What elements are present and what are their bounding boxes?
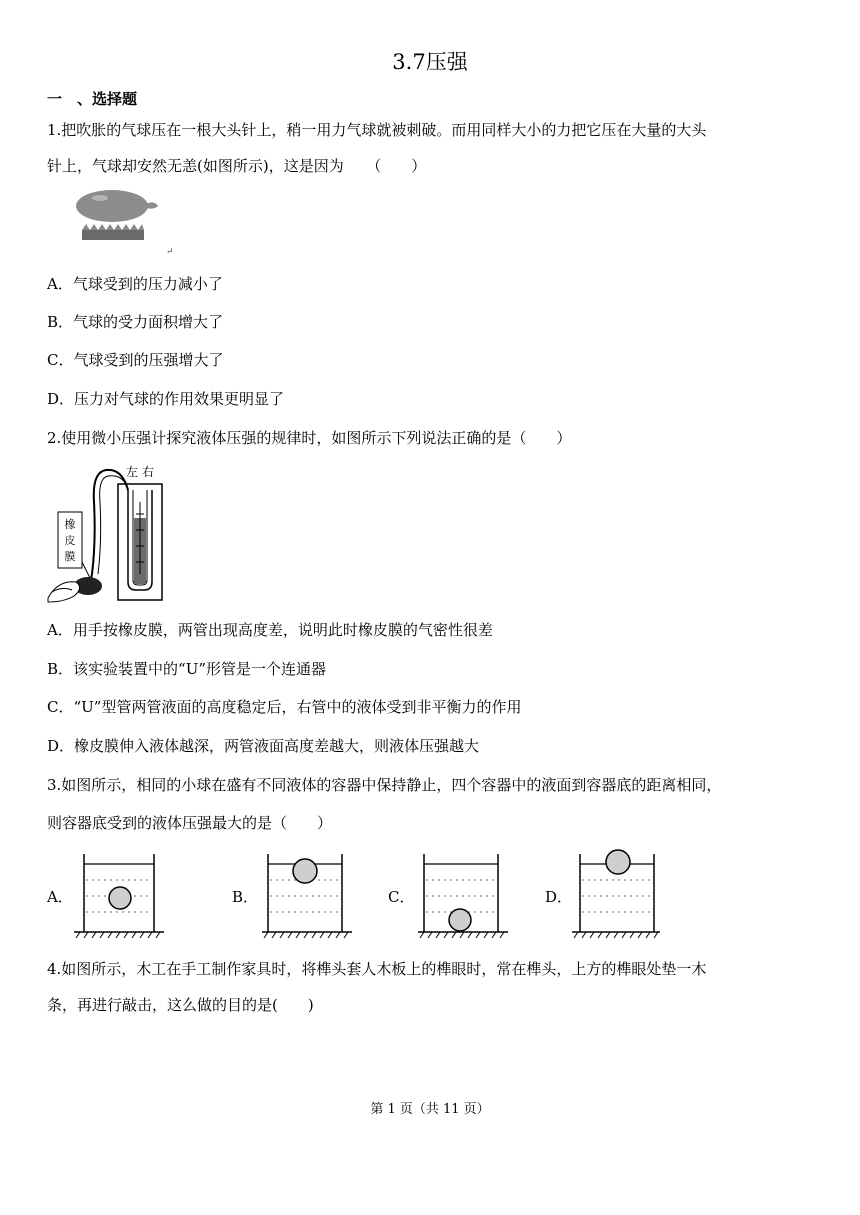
question-1-option-a: A．气球受到的压力减小了	[47, 275, 223, 293]
option-d-label: D．	[545, 888, 573, 906]
u-tube-manometer-figure	[44, 462, 174, 604]
option-b-label: B．	[232, 888, 259, 906]
balloon-on-pins-figure	[72, 186, 182, 256]
membrane-label-1: 橡	[64, 518, 76, 531]
question-1-line-2: 针上，气球却安然无恙(如图所示)，这是因为 （ ）	[47, 157, 427, 175]
question-2-line-1: 2.使用微小压强计探究液体压强的规律时，如图所示下列说法正确的是（ ）	[47, 429, 572, 447]
left-label: 左	[126, 465, 139, 479]
membrane-label-2: 皮	[64, 534, 76, 547]
question-3-line-1: 3.如图所示，相同的小球在盛有不同液体的容器中保持静止，四个容器中的液面到容器底的距离相同，	[47, 776, 722, 794]
container-d-figure	[570, 846, 660, 942]
question-1-line-1: 1.把吹胀的气球压在一根大头针上，稍一用力气球就被刺破。而用同样大小的力把它压在大量的大头	[47, 121, 707, 139]
question-1-option-d: D．压力对气球的作用效果更明显了	[47, 390, 285, 408]
question-2-option-a: A．用手按橡皮膜，两管出现高度差，说明此时橡皮膜的气密性很差	[47, 621, 493, 639]
container-b-figure	[262, 852, 352, 942]
section-heading: 一 、选择题	[47, 90, 138, 108]
option-a-label: A．	[47, 888, 73, 906]
question-2-option-c: C．“U”型管两管液面的高度稳定后，右管中的液体受到非平衡力的作用	[47, 698, 522, 716]
question-3-line-2: 则容器底受到的液体压强最大的是（ ）	[47, 814, 333, 832]
question-4-line-1: 4.如图所示，木工在手工制作家具时，将榫头套人木板上的榫眼时，常在榫头，上方的榫眼处垫一木	[47, 960, 707, 978]
page-title: 3.7压强	[392, 50, 468, 74]
question-1-option-b: B．气球的受力面积增大了	[47, 313, 224, 331]
container-c-figure	[418, 852, 508, 942]
question-2-option-d: D．橡皮膜伸入液体越深，两管液面高度差越大，则液体压强越大	[47, 737, 480, 755]
question-4-line-2: 条，再进行敲击，这么做的目的是( )	[47, 996, 314, 1014]
right-label: 右	[142, 465, 155, 479]
svg-text:↵: ↵	[166, 247, 174, 257]
question-1-option-c: C．气球受到的压强增大了	[47, 351, 224, 369]
option-c-label: C．	[388, 888, 415, 906]
question-2-option-b: B．该实验装置中的“U”形管是一个连通器	[47, 660, 327, 678]
membrane-label-3: 膜	[64, 550, 76, 563]
page-footer: 第 1 页（共 11 页）	[370, 1102, 490, 1117]
container-a-figure	[74, 852, 164, 942]
